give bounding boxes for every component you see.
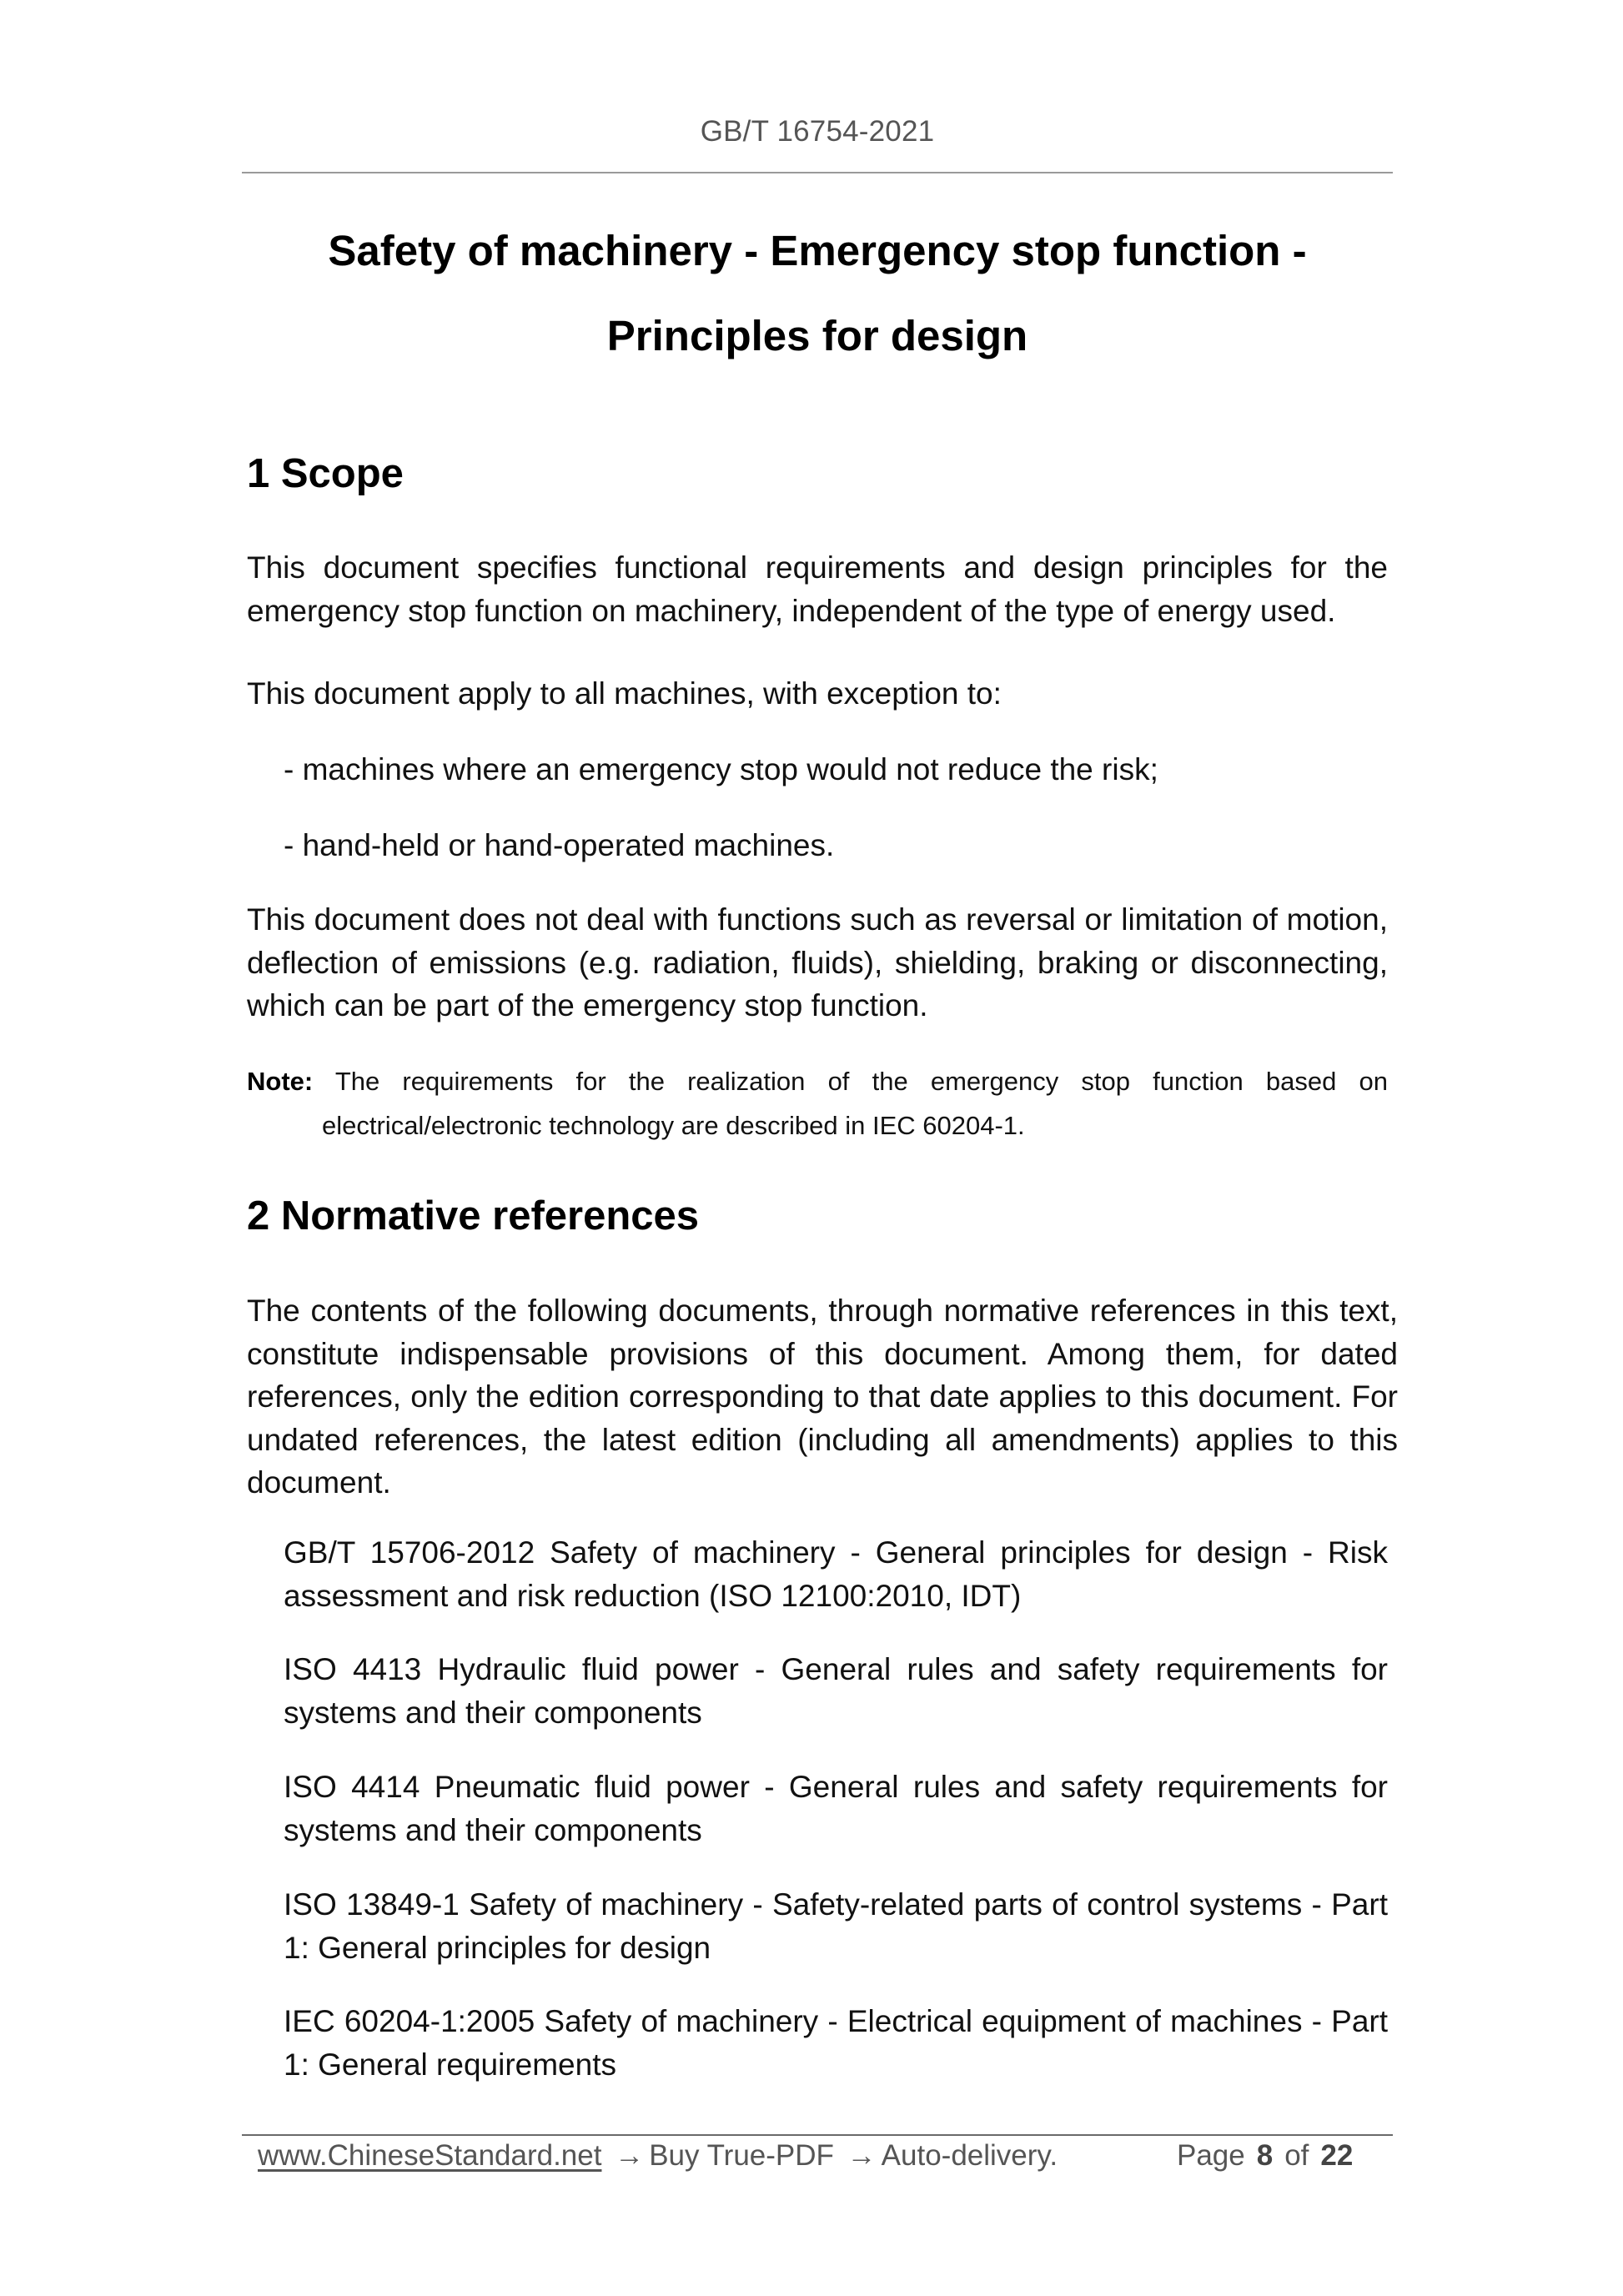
page-number	[1177, 2139, 1353, 2173]
page-footer	[258, 2139, 1392, 2179]
note-text-line-1: The requirements for the realization of the emergency stop function based on	[334, 1067, 1388, 1096]
note-label: Note:	[247, 1067, 314, 1096]
chinesestandard-link[interactable]: www.ChineseStandard.net	[258, 2139, 602, 2172]
scope-paragraph-3: This document does not deal with functions such as reversal or limitation of motion, deflection of emissions (e.g. radiation, fluids), shielding, braking or disconnecting, which can be part of the emergency stop function.	[247, 902, 1388, 1022]
arrow-right-icon: →	[615, 2139, 645, 2172]
document-title-line-1: Safety of machinery - Emergency stop function -	[328, 227, 1307, 274]
note-text-line-2: electrical/electronic technology are described in IEC 60204-1.	[322, 1111, 1025, 1140]
section-heading-normative-references: 2 Normative references	[247, 1193, 700, 1238]
normative-references-intro: The contents of the following documents, through normative references in this text, constitute indispensable provisions of this document. Among them, for dated references, only the edition corresponding to that date applies to this document. For undated references, the latest edition (including all amendments) applies to this document.	[247, 1294, 1398, 1500]
reference-item-iso-4413: ISO 4413 Hydraulic fluid power - General rules and safety requirements for systems and their components	[284, 1652, 1388, 1730]
footer-divider	[242, 2134, 1393, 2136]
reference-item-gbt-15706: GB/T 15706-2012 Safety of machinery - General principles for design - Risk assessment and risk reduction (ISO 12100:2010, IDT)	[284, 1535, 1388, 1613]
scope-note	[247, 1059, 1388, 1148]
header-divider	[242, 172, 1393, 173]
page-total: 22	[1320, 2139, 1354, 2172]
reference-item-iso-13849-1: ISO 13849-1 Safety of machinery - Safety-related parts of control systems - Part 1: General principles for design	[284, 1887, 1388, 1965]
section-heading-scope: 1 Scope	[247, 451, 404, 496]
document-title	[242, 208, 1393, 379]
scope-exception-item-2: - hand-held or hand-operated machines.	[284, 828, 835, 862]
page-current: 8	[1256, 2139, 1274, 2172]
note-line-1	[247, 1059, 1388, 1103]
reference-item-iec-60204-1: IEC 60204-1:2005 Safety of machinery - Electrical equipment of machines - Part 1: General requirements	[284, 2004, 1388, 2082]
scope-paragraph-2: This document apply to all machines, with exception to:	[247, 676, 1002, 711]
reference-item-iso-4414: ISO 4414 Pneumatic fluid power - General rules and safety requirements for systems and their components	[284, 1770, 1388, 1847]
of-label: of	[1284, 2139, 1309, 2172]
scope-exception-item-1: - machines where an emergency stop would not reduce the risk;	[284, 752, 1158, 786]
page-label: Page	[1177, 2139, 1245, 2172]
footer-auto-delivery: Auto-delivery.	[881, 2139, 1058, 2172]
scope-paragraph-1: This document specifies functional requirements and design principles for the emergency stop function on machinery, independent of the type of energy used.	[247, 550, 1388, 628]
running-header-doc-id: GB/T 16754-2021	[700, 115, 935, 148]
footer-buy-true-pdf: Buy True-PDF	[649, 2139, 834, 2172]
arrow-right-icon: →	[847, 2139, 877, 2172]
document-title-line-2: Principles for design	[606, 312, 1028, 359]
